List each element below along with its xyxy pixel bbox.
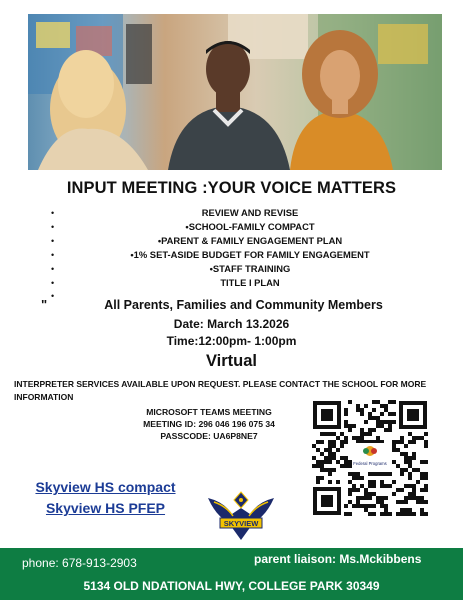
phone-number: phone: 678-913-2903	[22, 556, 137, 570]
bullet-mark: •	[51, 291, 55, 301]
teams-heading: MICROSOFT TEAMS MEETING	[146, 407, 272, 417]
audience-line: All Parents, Families and Community Members	[104, 298, 383, 312]
meeting-format: Virtual	[205, 352, 258, 370]
meeting-photo	[28, 14, 442, 170]
teams-passcode: PASSCODE: UA6P8NE7	[160, 431, 258, 441]
teams-info	[114, 406, 304, 442]
bullet-mark: •	[51, 250, 55, 260]
meeting-time: Time:12:00pm- 1:00pm	[166, 334, 297, 348]
qr-center-label: Federal Programs	[353, 461, 387, 466]
qr-code-icon[interactable]	[311, 399, 429, 522]
agenda-item: •1% SET-ASIDE BUDGET FOR FAMILY ENGAGEMENT	[130, 249, 370, 260]
compact-link[interactable]: Skyview HS compact	[35, 479, 176, 495]
bullet-mark: •	[51, 278, 55, 288]
meeting-date: Date: March 13.2026	[173, 317, 290, 331]
document-links	[18, 477, 193, 519]
bullet-mark: •	[51, 236, 55, 246]
bullet-mark: •	[51, 222, 55, 232]
agenda-item: TITLE I PLAN	[220, 277, 280, 288]
logo-text: SKYVIEW	[223, 519, 259, 528]
teams-meeting-id: MEETING ID: 296 046 196 075 34	[143, 419, 275, 429]
bullet-mark: •	[51, 264, 55, 274]
parent-liaison: parent liaison: Ms.Mckibbens	[254, 552, 422, 566]
stray-quote-mark: "	[41, 297, 48, 312]
footer-bar	[0, 548, 463, 600]
skyview-eagle-logo	[206, 488, 276, 547]
agenda-item: REVIEW AND REVISE	[201, 207, 299, 218]
page-title: INPUT MEETING :YOUR VOICE MATTERS	[66, 179, 397, 197]
agenda-item: •SCHOOL-FAMILY COMPACT	[185, 221, 315, 232]
school-address: 5134 OLD NDATIONAL HWY, COLLEGE PARK 30349	[83, 579, 380, 593]
agenda-item: •STAFF TRAINING	[209, 263, 291, 274]
agenda-item: •PARENT & FAMILY ENGAGEMENT PLAN	[157, 235, 343, 246]
interpreter-note: INTERPRETER SERVICES AVAILABLE UPON REQUEST. PLEASE CONTACT THE SCHOOL FOR MORE INFORMATION	[14, 379, 427, 402]
pfep-link[interactable]: Skyview HS PFEP	[45, 500, 166, 516]
bullet-mark: •	[51, 208, 55, 218]
